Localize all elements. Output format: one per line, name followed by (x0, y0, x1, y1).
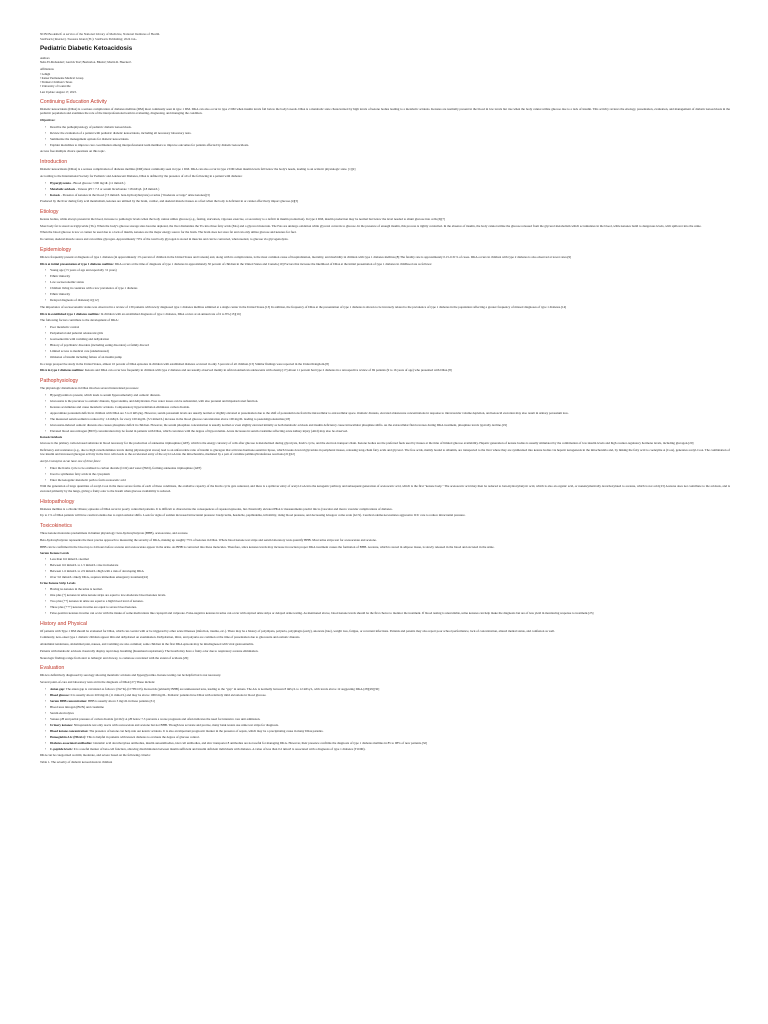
list-item: • Summarize the management options for diabetic ketoacidosis. (50, 137, 730, 142)
affiliation-item: ³ Shriners Children's Texas (40, 79, 73, 84)
list-item: • Ethnic minority (50, 274, 730, 279)
bullet-list (40, 557, 730, 580)
paragraph: Diabetic ketoacidosis (DKA) is a serious complication of diabetes mellitus (DM) most commonly seen in type 1 DM. DKA can also occur in type 2 DM when insulin levels fall below the body's needs. DKA is a metabolic state characterized by high levels of ketone bodies leading to a metabolic acidosis. Ketones are normally present in the blood in low levels but rise when the body cannot utilize glucose due to a lack of insulin. This activity reviews the etiology, presentation, evaluation, and management of diabetic ketoacidosis in the pediatric population and examines the role of the interprofessional team in evaluating, diagnosing, and managing the condition. (40, 106, 730, 116)
list-item: • Hyperglycemia is present, which leads to serum hyperosmolarity and osmotic diuresis. (50, 393, 730, 398)
paragraph: According to the International Society for Pediatric and Adolescent Diabetes, DKA is defined by the presence of all of the following in a patient with diabetes: (40, 173, 243, 178)
section-etiology (40, 209, 730, 242)
paragraph: Of patients with Type 1 DM should be evaluated for DKA, which can coexist with or be triggered by other acute illnesses (infection, trauma, etc.). There may be a history of polydipsia, polyuria, polyphagia (early), anorexia (late), weight loss, fatigue, or recurrent infections. Patients and parents may also report poor school performance, lack of concentration, altered mental status, and confusion as well. (40, 628, 555, 633)
section-pathophysiology (40, 378, 730, 494)
bullet-list (40, 587, 730, 616)
list-item: • Peripubertal and pubertal adolescent girls (50, 331, 730, 336)
list-item: • Ketones accumulate and cause metabolic acidosis. Compensatory hyperventilation eliminates carbon dioxide. (50, 405, 730, 410)
authors-label: Authors (40, 55, 50, 60)
paragraph: The physiologic disturbances in DKA involves several interrelated processes: (40, 386, 139, 391)
bookshelf-header: NCBI Bookshelf. A service of the National Library of Medicine, National Institutes of Health. (40, 32, 161, 36)
list-item: • Serum BHB concentration: BHB is usually above 3 mg/dL in these patients.[31] (50, 699, 730, 704)
list-item: • Review the evaluation of a patient with pediatric diabetic ketoacidosis, including all necessary laboratory tests. (50, 131, 730, 136)
affiliation-item: ⁴ University of Louisville (40, 83, 71, 88)
section-heading: Histopathology (40, 498, 75, 505)
paragraph: Several point-of-care and laboratory tests aid in the diagnosis of DKA:[27] These include: (40, 680, 156, 685)
section-heading: Epidemiology (40, 246, 72, 253)
list-item: • Diabetes-associated antibodies: Glutamic acid decarboxylase antibodies, insulin autoantibodies, islet cell antibodies, and zinc transporter 8 antibodies are not useful for managing DKA. However, their presence confirms the diagnosis of type 1 diabetes mellitus in 85 to 98% of new patients.[32] (50, 741, 730, 746)
section-history-and-physical (40, 621, 730, 661)
list-item: • Elevated blood urea nitrogen (BUN) concentration may be found in patients with DKA, which correlates with the degree of hypovolemia. Acute increases in serum creatinine reflecting acute kidney injury (AKI) may also be observed. (50, 429, 730, 434)
list-item: • Young age (<5 years of age and especially <2 years) (50, 268, 730, 273)
list-item: • Enter the Krebs cycle to be oxidized to carbon dioxide (CO2) and water (H2O), forming adenosine triphosphate (ATP) (50, 466, 730, 471)
affiliations-list (40, 72, 730, 88)
list-item: • One plus (+) ketones in urine ketone strips are equal to low-moderate blood ketones levels. (50, 593, 730, 598)
paragraph: Table 1. The severity of diabetic ketoacidosis in children (40, 760, 113, 765)
paragraph: Beta-hydroxybutyrate represents the most precise approach to measuring the severity of DKA, making up roughly 75% of ketones in DKA. Whole blood ketone test strips and serum laboratory tests quantify BHB. Most urine strips test for acetoacetate and acetone. (40, 537, 377, 542)
list-item: • History of psychiatric disorders (including eating disorders) or family discord (50, 343, 730, 348)
paragraph: Abdominal tenderness, abdominal pain, nausea, and vomiting are also common; some children in the first DKA episode may be misdiagnosed with viral gastroenteritis. (40, 642, 255, 647)
list-item: • Having no ketones in the urine is normal. (50, 587, 730, 592)
list-item: • Explain modalities to improve care coordination among interprofessional team members to improve outcomes for patients affected by diabetic ketoacidosis. (50, 143, 730, 148)
list-item: • Children living in countries with a low prevalence of type 1 diabetes (50, 286, 730, 291)
list-item: • Describe the pathophysiology of pediatric diabetic ketoacidosis. (50, 125, 730, 130)
section-heading: Etiology (40, 208, 59, 215)
list-item: • Glucosuria is the precursor to osmotic diuresis, hypovolemia, and dehydration. Free water losses can be substantial, with also prerenal and impaired renal function. (50, 399, 730, 404)
authors-line[interactable]: Neha El-Mohandes¹; Garrick Yee²; Bushrah A. Bhutta³; Martin R. Huecker⁴. (40, 60, 132, 65)
list-item: • Used to synthesize fatty acids in the cytoplasm (50, 472, 730, 477)
list-item: • Between 0.6 mmol/L to 1.5 mmol/L=rise in moderate (50, 563, 730, 568)
paragraph: DKA is definitively diagnosed by serology showing metabolic acidosis and hyperglycemia. Ketone testing can be helpful but is not necessary. (40, 673, 222, 678)
list-item: • Serum electrolytes (50, 711, 730, 716)
paragraph: Up to 1% of DKA patients will have cerebral edema due to rapid osmolar shifts. Look for signs of sudden increased intracranial pressure: bradycardia, headache, papilledema, irritability, rising blood pressure, and decreasing Glasgow coma scale (GCS). Cerebral edema necessitates aggressive ICU care to reduce intracranial pressure. (40, 513, 466, 518)
list-item: • False-positive ketones in urine can occur with the intake of some medications like captopril and valproate. False-negative ketones in urine can occur with expired urine strips or delayed urine testing. As mentioned above, blood ketone levels should be the first choice to monitor the treatment. If blood testing is unavailable, urine ketones can help make the diagnosis but are of less yield in monitoring response to treatment.[25] (50, 611, 730, 616)
list-item: • Venous pH and partial pressure of carbon dioxide (pCO2): A pH below 7.3 prevents a worse prognosis and often indicates the need for intensive care unit admission. (50, 717, 730, 722)
subheading: Urine Ketone Strip Levels (40, 581, 76, 586)
section-heading: Pathophysiology (40, 378, 79, 385)
article-body (40, 32, 730, 767)
paragraph: Produced by the liver during fatty acid metabolism, ketones are utilized by the brain, cardiac, and skeletal muscle tissues as a fuel when the body is deficient in or cannot effectively import glucose.[4][5] (40, 199, 299, 204)
affiliation-item: ² Kaiser Permanente Medical Group (40, 75, 84, 80)
paragraph: BHB can be confirmed in the blood up to 24 hours before acetone and acetoacetate appear in the urine. As BHB is converted into these molecules. Therefore, since ketones levels may increase in reaction proper DKA treatment causes the formation of BHB. Acetone, which is stored in adipose tissue, is slowly released in the blood and excreted in the urine. (40, 544, 495, 549)
list-item: • Hemoglobin A1c (HbA1c): This is helpful in patients with known diabetes to evaluate the degree of glucose control. (50, 735, 730, 740)
list-item: • Enter the ketogenic metabolic path to form acetoacetic acid (50, 478, 730, 483)
list-item: • Omission of insulin including failure of an insulin pump (50, 355, 730, 360)
sections-container (40, 99, 730, 765)
list-item: • C-peptide levels: It is a useful marker of beta-cell function, allowing discrimination between insulin sufficient and insulin deficient individuals with diabetes. A value of less than 0.2 nmol/l is associated with a diagnosis of type 1 diabetes (T1DM). (50, 747, 730, 752)
paragraph: Neurologic findings range from alert to lethargic and drowsy, to comatose correlated with the extent of acidosis.[26] (40, 655, 189, 660)
list-item: • Poor metabolic control (50, 325, 730, 330)
list-item: • Gastroenteritis with vomiting and dehydration (50, 337, 730, 342)
list-item: • Urinary ketones: Nitroprusside test only reacts with acetoacetate and acetone but not BHB. Though less accurate and precise, many bank testers use urine test strips for diagnosis. (50, 723, 730, 728)
section-toxicokinetics (40, 523, 730, 616)
paragraph: Diabetes mellitus is a chronic illness; episodes of DKA recur in poorly controlled patients. It is difficult to characterize the consequences of repeated episodes, but chronically elevated HbA1c measurements predict micro (vascular and macro vascular complications of diabetes. (40, 506, 393, 511)
list-item: • Three plus (+++) ketones in urine are equal to severe blood ketones. (50, 605, 730, 610)
paragraph: When the blood glucose is low or cannot be used due to a lack of insulin, ketones are the major energy source for the brain. The brain does not store fat and can only utilize glucose and ketones for fuel. (40, 230, 297, 235)
section-continuing-education-activity (40, 99, 730, 154)
last-update: Last Update: August 17, 2023. (40, 89, 77, 94)
paragraph: Deficiency and resistance (e.g., due to high catecholamines levels during physiological stress) lead to an unfavorable ratio of insulin to glucagon that activates hormone-sensitive lipase, which breaks down triglycerides in peripheral tissues, releasing long-chain fatty acids and glycerol. The free acids, mainly bound to albumin, are transported to the liver where they are synthesized into ketone bodies via hepatic ketogenesis in the mitochondria and, by linking the fatty acid to coenzyme A (CoA), generates acetyl-CoA. The combination of low insulin and increased glucagon activity in the liver cells leads to the accelerated entry of the acyl-CoA into the mitochondria, mediated by a pair of carnitine palmitoyltransferase reactions.[21][22] (40, 447, 730, 457)
paragraph: DKA in established type 1 diabetes mellitus: In children with an established diagnosis of type 1 diabetes, DKA occurs at an annual rate of 6 to 8%.[15][16] (40, 311, 241, 316)
paragraph: DKA can be categorized as mild, moderate, and severe based on the following criteria: (40, 753, 151, 758)
section-heading: Toxicokinetics (40, 522, 73, 529)
section-heading: Evaluation (40, 665, 65, 672)
section-heading: Continuing Education Activity (40, 98, 107, 105)
paragraph: The importance of socioeconomic status was observed in a review of 139 patients with newly diagnosed type 1 diabetes mellitus admitted at a single center in the United States.[13] In addition, the frequency of DKA at the presentation of type 1 diabetes is shown to be inversely related to the prevalence of type 1 diabetes in the population reflecting a greater frequency of missed diagnoses of type 1 diabetes.[14] (40, 304, 567, 309)
subheading: Serum Ketone Levels (40, 551, 70, 556)
paragraph: Patients with metabolic acidosis classically display rapid deep breathing (Kussmaul respirations). The breath may have a fruity odor due to respiratory acetone elimination. (40, 648, 259, 653)
list-item: • Less than 0.6 mmol/L=normal (50, 557, 730, 562)
section-evaluation (40, 665, 730, 764)
list-item: • Limited access to medical care (underinsured) (50, 349, 730, 354)
paragraph: With the generation of large quantities of acetyl-CoA in the more severe forms of each of these conditions, the oxidative capacity of the Krebs cycle gets saturated, and there is a spillover entry of acetyl-CoA into the ketogenic pathway and subsequent generation of acetoacetic acid, which is the first "ketone body." The acetoacetic acid may then be reduced to beta-hydroxybutyric acid, which is also an organic acid, or nonenzymatically decarboxylated to acetone, which is not acid.[23] Acetone does not contribute to the acidosis, and is excreted primarily by the lungs, giving a fruity odor to the breath when glucose availability is reduced. (40, 484, 730, 494)
paragraph: Glucose is the primary carbon-based substrate in blood necessary for the production of adenosine triphosphate (ATP), which is the energy currency of cells after glucose is metabolized during glycolysis, Kreb's cycle, and the electron transport chain. Ketone bodies are the preferred fuels used by tissues at the time of limited glucose availability. Hepatic generation of ketone bodies is usually stimulated by the combination of low insulin levels and high counter-regulatory hormone levels, including glucagon.[20] (40, 440, 694, 445)
paragraph: DKA is frequently present at diagnosis of type 1 diabetes (in approximately 1% percent of children in the United States and Canada) and, along with its complications, is the most common cause of hospitalization, mortality, and morbidity in children with type 1 diabetes mellitus.[8] The fatality rate is approximately 0.15-0.31% of cases. DKA occurs in children with type 2 diabetes is also observed at lower rates.[9] (40, 254, 572, 259)
bullet-list (40, 181, 730, 198)
paragraph: Three ketone molecules predominate in human physiology: beta-hydroxybutyrate (BHB), acetoacetate, and acetone. (40, 530, 189, 535)
section-introduction (40, 159, 730, 204)
paragraph: Ketone bodies, while always present in the blood, increase to pathologic levels when the body cannot utilize glucose (e.g., fasting, starvation, vigorous exercise, or secondary to a deficit in insulin production). In type 2 DM, insulin production may be normal but below the level needed to shunt glucose into cells.[6][7] (40, 216, 446, 221)
list-item: • Between 1.6 mmol/L to 2.9 mmol/L=high with a risk of developing DKA (50, 569, 730, 574)
paragraph: Commonly, new-onset type 1 diabetic children appear thin and dehydrated on examination. Dehydration, thirst, and polyuria are common at the time of presentation due to glucosuria and osmotic diuresis. (40, 635, 301, 640)
list-item: • Over 3.0 mmol/L=likely DKA, requires immediate emergency treatment[24] (50, 575, 730, 580)
list-item: • Ethnic minority (50, 292, 730, 297)
paragraph: Access free multiple choice questions on this topic. (40, 149, 106, 154)
list-item: • Anion gap: The anion gap is calculated as follows: (Na+K)-(Cl+HCO3). Ketoacids (primarily BHB) are unmeasured ions, leading to the "gap" in anions. The AG is normally between 8 mEq/L to 12 mEq/L, with levels above 12 suggesting DKA.[28][29][30] (50, 687, 730, 692)
paragraph: Most body fat is stored as triglyceride (TG). When the body's glucose storage sites become depleted, the liver dismantles the TG into three fatty acids (FAs) and a glycerol molecule. The FAs are undergo oxidation while glycerol converts to glucose. In the presence of enough insulin, this process is tightly controlled. In the absence of insulin, the body cannot utilize the glucose released from the glycerol metabolism which accumulates in the blood, while ketones build to dangerous levels, with spillover into the urine. (40, 223, 702, 228)
section-epidemiology (40, 247, 730, 373)
numbered-list (40, 466, 730, 483)
numbered-list (40, 393, 730, 434)
bullet-list (40, 325, 730, 360)
paragraph: DKA at initial presentation of type 1 diabetes mellitus: DKA occurs at the time of diagnosis of type 1 diabetes in approximately 30 percent of children in the United States and Canada.[10] Factors that increase the likelihood of DKA at the initial presentation of type 1 diabetes in childhood are as follows: (40, 261, 432, 266)
list-item: • Two plus (++) ketones in urine are equal to a high blood level of ketones. (50, 599, 730, 604)
paragraph: The following factors contribute to the development of DKA: (40, 318, 119, 323)
paragraph: Acetyl-Coenzyme A can have one of three fates: (40, 459, 101, 464)
list-item: • Approximate potassium deficits in children with DKA are 3 to 6 mEq/kg. However, serum potassium levels are usually normal or slightly elevated at presentation due to the shift of potassium ions from the intracellular to extracellular space. Osmotic diuresis, elevated aldosterone concentrations in response to intravascular volume depletion, and ketoacid excretion may also result in urinary potassium loss. (50, 411, 730, 416)
section-heading: Introduction (40, 159, 68, 166)
article-title: Pediatric Diabetic Ketoacidosis (40, 45, 133, 52)
paragraph: DKA in type 2 diabetes mellitus: Ketosis and DKA can occur less frequently in children with type 2 diabetes and are usually observed mainly in African American adolescents with obesity.[17] About 11 percent had type 2 diabetes in a retrospective review of 69 patients (9 to 16 years of age) who presented with DKA.[8] (40, 368, 452, 373)
bullet-list (40, 268, 730, 303)
paragraph: In a large prospective study in the United States, almost 10 percent of DKA episodes in children with established diabetes occurred in only 5 percent of all children.[15] Similar findings were reported in the United Kingdom.[8] (40, 361, 329, 366)
list-item: • Blood ketone concentration: The presence of ketone can help rule out ketotic acidosis. It is also an important prognostic marker in the presence of sepsis, which may be a precipitating cause in many DKA patients. (50, 729, 730, 734)
list-item: • Hyperglycemia - Blood glucose >200 mg/dL (11 mmol/L) (50, 181, 730, 186)
affiliations-label: Affiliations (40, 67, 54, 72)
list-item: • The measured serum sodium is reduced by 1.6 mEq/L for every 100 mg/dL (5.5 mmol/L) increase in the blood glucose concentration above 100 mg/dL leading to pseudohyponatremia.[18] (50, 417, 730, 422)
list-item: • Delayed diagnosis of diabetes[11][12] (50, 298, 730, 303)
statpearls-header: StatPearls [Internet]. Treasure Island (FL): StatPearls Publishing; 2024 Jan-. (40, 36, 138, 41)
paragraph: Objectives: (40, 118, 56, 123)
section-heading: History and Physical (40, 620, 87, 627)
list-item: • Low socioeconomic status (50, 280, 730, 285)
list-item: • Blood glucose: It is usually above 200 mg/dL (11 mmol/L) and may be above 1000 mg/dL. Pediatric patients have DKA with relatively mild elevations in blood glucose. (50, 693, 730, 698)
list-item: • Ketosis - Presence of ketones in the blood (>3 mmol/L beta-hydroxybutyrate) or urine ("moderate or large" urine ketones)[3] (50, 193, 730, 198)
section-histopathology (40, 499, 730, 518)
list-item: • Glucosuria-induced osmotic diuresis also causes phosphate deficit in children. However, the serum phosphate concentration is usually normal or even slightly elevated initially as both metabolic acidosis and insulin deficiency cause intracellular phosphate shifts. As the extracellular fluid reverses during DKA treatment, phosphate levels typically decline.[19] (50, 423, 730, 428)
list-item: • Blood urea nitrogen (BUN) and creatinine (50, 705, 730, 710)
list-item: • Metabolic acidosis - Venous pH < 7.3 or serum bicarbonate <18 mEq/L (18 mmol/L) (50, 187, 730, 192)
bullet-list (40, 125, 730, 148)
paragraph: Diabetic ketoacidosis (DKA) is a serious complication of diabetes mellitus (DM) most commonly seen in type 1 DM. DKA can also occur in type 2 DM when insulin levels fall below the body's needs, leading to an acidotic physiologic state. [1][2] (40, 167, 356, 172)
bullet-list (40, 687, 730, 751)
subheading: Ketosis/Acidosis (40, 435, 63, 440)
paragraph: In contrast, skeletal muscle stores and can utilize glycogen. Approximately 70% of the total body glycogen is stored in muscles and can be converted, when needed, to glucose via glycogenolysis. (40, 237, 289, 242)
affiliation-item: ¹ Lehigh (40, 71, 51, 76)
